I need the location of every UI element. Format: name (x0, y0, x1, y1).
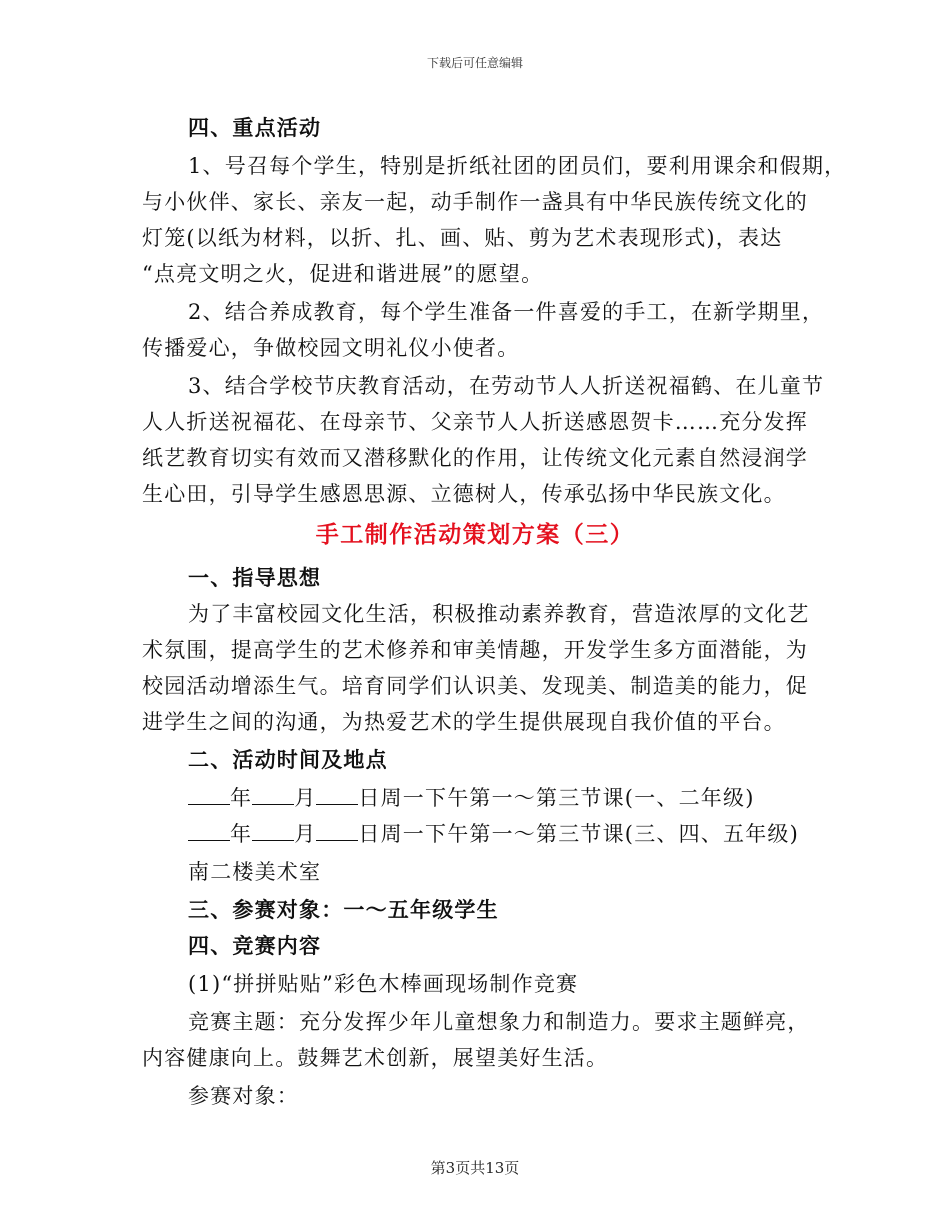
paragraph-line: 3、结合学校节庆教育活动，在劳动节人人折送祝福鹤、在儿童节 (188, 374, 825, 398)
paragraph-line: 灯笼(以纸为材料，以折、扎、画、贴、剪为艺术表现形式)，表达 (142, 226, 783, 250)
paragraph-line: 为了丰富校园文化生活，积极推动素养教育，营造浓厚的文化艺 (188, 602, 810, 626)
date-blank (188, 784, 230, 805)
date-blank (252, 820, 294, 841)
paragraph-line: 人人折送祝福花、在母亲节、父亲节人人折送感恩贺卡……充分发挥 (142, 410, 808, 434)
date-line-text: 日周一下午第一～第三节课(三、四、五年级) (358, 822, 799, 846)
paragraph-line: 传播爱心，争做校园文明礼仪小使者。 (142, 336, 520, 360)
date-blank (316, 820, 358, 841)
paragraph-line: 进学生之间的沟通，为热爱艺术的学生提供展现自我价值的平台。 (142, 710, 786, 734)
year-label: 年 (230, 822, 253, 846)
section-heading-participants: 三、参赛对象：一～五年级学生 (188, 898, 499, 922)
paragraph-line: 生心田，引导学生感恩思源、立德树人，传承弘扬中华民族文化。 (142, 482, 786, 506)
paragraph-line: 术氛围，提高学生的艺术修养和审美情趣，开发学生多方面潜能，为 (142, 638, 808, 662)
date-blank (188, 820, 230, 841)
paragraph-line: “点亮文明之火，促进和谐进展”的愿望。 (142, 262, 544, 286)
contest-item: (1)“拼拼贴贴”彩色木棒画现场制作竞赛 (188, 972, 579, 996)
paragraph-line: 1、号召每个学生，特别是折纸社团的团员们，要利用课余和假期， (188, 154, 847, 178)
paragraph-line: 与小伙伴、家长、亲友一起，动手制作一盏具有中华民族传统文化的 (142, 190, 808, 214)
page-header: 下载后可任意编辑 (426, 56, 523, 70)
section-heading-guiding-idea: 一、指导思想 (188, 566, 322, 590)
paragraph-line: 内容健康向上。鼓舞艺术创新，展望美好生活。 (142, 1046, 609, 1070)
page-footer: 第3页共13页 (430, 1159, 520, 1177)
paragraph-line: 纸艺教育切实有效而又潜移默化的作用，让传统文化元素自然浸润学 (142, 446, 808, 470)
date-line-2 (188, 820, 799, 848)
paragraph-line: 校园活动增添生气。培育同学们认识美、发现美、制造美的能力，促 (142, 674, 808, 698)
month-label: 月 (294, 822, 317, 846)
paragraph-line: 竞赛主题：充分发挥少年儿童想象力和制造力。要求主题鲜亮， (188, 1010, 810, 1034)
date-blank (316, 784, 358, 805)
paragraph-line: 2、结合养成教育，每个学生准备一件喜爱的手工，在新学期里， (188, 300, 825, 324)
date-line-1 (188, 784, 755, 812)
month-label: 月 (294, 786, 317, 810)
year-label: 年 (230, 786, 253, 810)
section-heading-time-place: 二、活动时间及地点 (188, 748, 388, 772)
section-heading-key-activities: 四、重点活动 (188, 116, 322, 140)
place-text: 南二楼美术室 (188, 860, 322, 884)
date-blank (252, 784, 294, 805)
participants-label: 参赛对象： (188, 1084, 299, 1108)
section-heading-contest-content: 四、竞赛内容 (188, 934, 322, 958)
document-title: 手工制作活动策划方案（三） (315, 522, 635, 548)
date-line-text: 日周一下午第一～第三节课(一、二年级) (358, 786, 755, 810)
